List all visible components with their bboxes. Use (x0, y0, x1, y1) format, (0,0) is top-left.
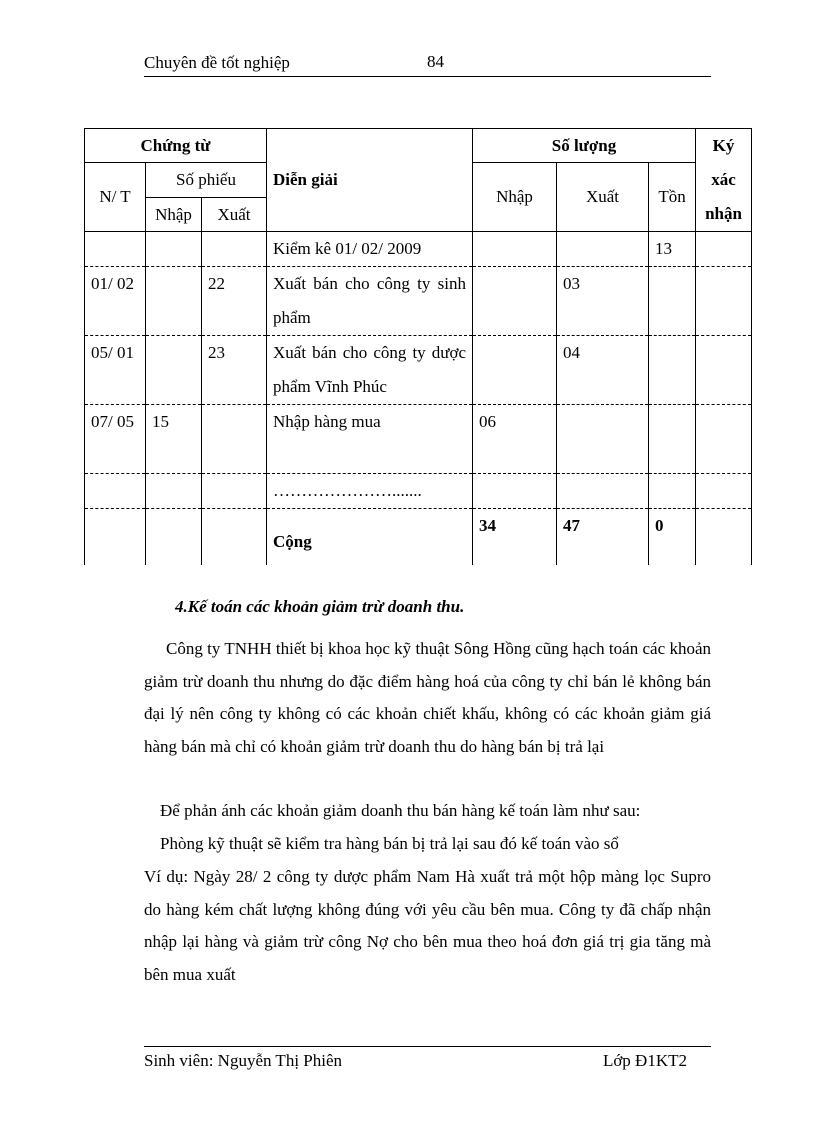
header-xuat: Xuất (557, 163, 649, 232)
cell-nhap (473, 232, 557, 267)
header-dien-giai: Diễn giải (267, 129, 473, 232)
cell-ky (696, 474, 752, 509)
header-so-phieu: Số phiếu (146, 163, 267, 198)
cell-sp-nhap (146, 267, 202, 336)
cell-dien-giai: Xuất bán cho công ty dược phẩm Vĩnh Phúc (267, 336, 473, 405)
cell-sp-nhap: 15 (146, 405, 202, 474)
total-xuat: 47 (557, 509, 649, 565)
header-ton: Tồn (649, 163, 696, 232)
footer-class: Lớp Đ1KT2 (602, 1051, 687, 1070)
cell-sp-xuat: 22 (202, 267, 267, 336)
section-title: 4.Kế toán các khoản giảm trừ doanh thu. (175, 597, 465, 616)
total-ton: 0 (649, 509, 696, 565)
cell-sp-nhap (146, 474, 202, 509)
cell-nhap (473, 474, 557, 509)
table-total-row (85, 509, 752, 565)
cell-nhap: 06 (473, 405, 557, 474)
cell-nhap (473, 267, 557, 336)
header-ky-xac-nhan: Ký xác nhận (696, 129, 752, 232)
header-sp-nhap: Nhập (146, 198, 202, 232)
cell-xuat: 03 (557, 267, 649, 336)
cell-sp-xuat (202, 509, 267, 565)
cell-dien-giai: Nhập hàng mua (267, 405, 473, 474)
cell-sp-nhap (146, 232, 202, 267)
cell-xuat (557, 232, 649, 267)
page-header (144, 52, 711, 77)
cell-ky (696, 509, 752, 565)
cell-ton: 13 (649, 232, 696, 267)
cell-ton (649, 336, 696, 405)
cell-ky (696, 405, 752, 474)
header-chung-tu: Chứng từ (85, 129, 267, 163)
cell-sp-xuat (202, 474, 267, 509)
paragraph: Phòng kỹ thuật sẽ kiểm tra hàng bán bị trả lại sau đó kế toán vào sổ (160, 834, 619, 853)
cell-xuat: 04 (557, 336, 649, 405)
inventory-table (84, 128, 752, 565)
header-title: Chuyên đề tốt nghiệp (144, 53, 290, 72)
cell-sp-xuat: 23 (202, 336, 267, 405)
cell-sp-xuat (202, 405, 267, 474)
page-number: 84 (427, 52, 444, 71)
cell-ton (649, 405, 696, 474)
header-sp-xuat: Xuất (202, 198, 267, 232)
paragraph: Để phản ánh các khoản giảm doanh thu bán hàng kế toán làm như sau: (160, 801, 641, 820)
table-row (85, 405, 752, 474)
cell-nt (85, 232, 146, 267)
cell-ky (696, 267, 752, 336)
cell-ky (696, 232, 752, 267)
table-row (85, 336, 752, 405)
cell-dien-giai: Kiểm kê 01/ 02/ 2009 (267, 232, 473, 267)
cell-xuat (557, 474, 649, 509)
footer-student: Sinh viên: Nguyễn Thị Phiên (144, 1051, 343, 1070)
header-so-luong: Số lượng (473, 129, 696, 163)
cell-nt (85, 474, 146, 509)
table-row (85, 267, 752, 336)
paragraph: Công ty TNHH thiết bị khoa học kỹ thuật Sông Hồng cũng hạch toán các khoản giảm trừ doanh thu nhưng do đặc điểm hàng hoá của công ty chỉ bán lẻ không bán đại lý nên công ty không có các khoản chiết khấu, không có các khoản giảm giá hàng bán mà chỉ có khoản giảm trừ doanh thu do hàng bán bị trả lại (144, 639, 711, 756)
cell-xuat (557, 405, 649, 474)
cell-ky (696, 336, 752, 405)
cell-nt: 01/ 02 (85, 267, 146, 336)
header-nhap: Nhập (473, 163, 557, 232)
cell-nt (85, 509, 146, 565)
cell-ton (649, 474, 696, 509)
cell-sp-nhap (146, 509, 202, 565)
total-nhap: 34 (473, 509, 557, 565)
total-label: Cộng (267, 509, 473, 565)
header-nt: N/ T (85, 163, 146, 232)
table-row (85, 232, 752, 267)
cell-dien-giai: Xuất bán cho công ty sinh phẩm (267, 267, 473, 336)
paragraph: Ví dụ: Ngày 28/ 2 công ty dược phẩm Nam Hà xuất trả một hộp màng lọc Supro do hàng kém chất lượng không đúng với yêu cầu bên mua. Công ty đã chấp nhận nhập lại hàng và giảm trừ công Nợ cho bên mua theo hoá đơn giá trị gia tăng mà bên mua xuất (144, 867, 711, 984)
cell-sp-nhap (146, 336, 202, 405)
cell-ton (649, 267, 696, 336)
cell-dien-giai: …………………....... (267, 474, 473, 509)
page-footer (144, 1046, 711, 1070)
cell-sp-xuat (202, 232, 267, 267)
cell-nt: 07/ 05 (85, 405, 146, 474)
table-row (85, 474, 752, 509)
cell-nt: 05/ 01 (85, 336, 146, 405)
cell-nhap (473, 336, 557, 405)
